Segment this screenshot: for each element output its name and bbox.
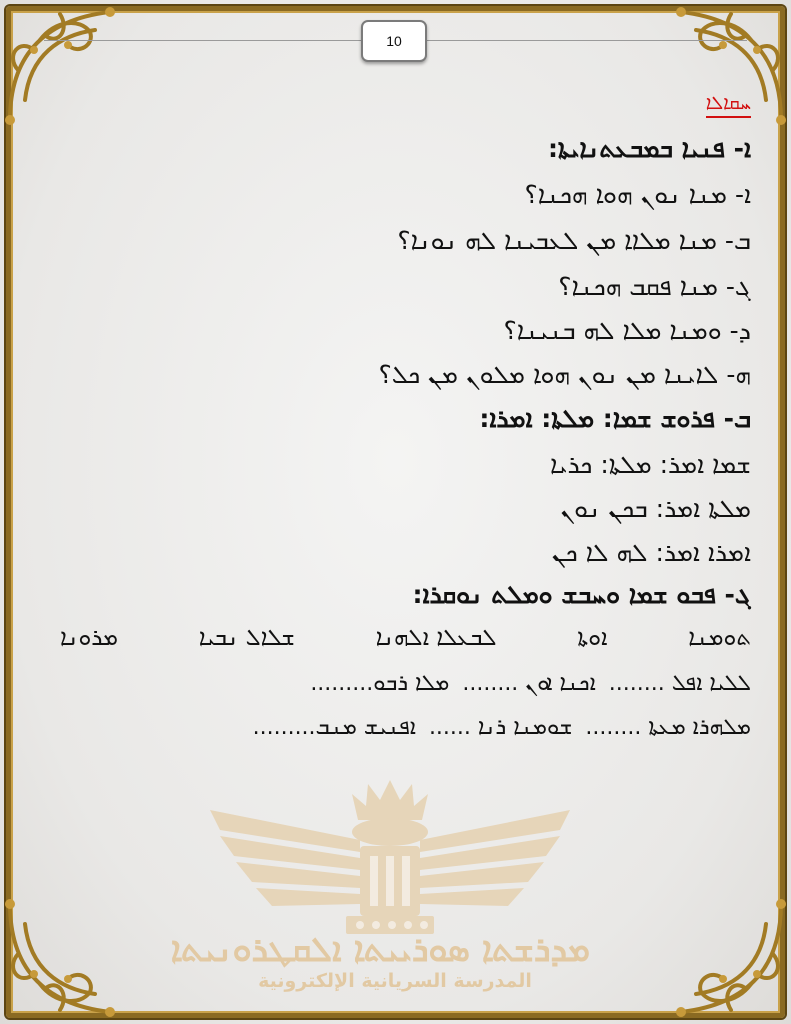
question-item: ܓ- ܡܢܐ ܦܩܒ ܗܟܢܐ؟	[558, 272, 751, 301]
fill-in-line	[304, 668, 751, 700]
example-line: ܡܠܬܐ ܐܡܪ: ܒܟܢ ܢܘܢ	[560, 494, 751, 523]
winged-emblem-icon	[200, 770, 580, 940]
corner-ornament-icon	[641, 874, 791, 1024]
word-bank-item: ܐܘܬܐ	[577, 625, 608, 651]
corner-ornament-icon	[0, 0, 150, 150]
section-a-title: ܐ- ܦܢܝܐ ܒܡܒܥܬܢܐܝܬܐ:	[547, 134, 751, 163]
page-number: 10	[361, 20, 427, 62]
word-bank	[60, 622, 751, 654]
word-bank-item: ܠܒܥܠܐ ܐܠܗܢܐ	[375, 625, 497, 651]
section-b-title: ܒ- ܦܪܘܫ ܫܡܐ: ܡܠܬܐ: ܐܡܪܐ:	[479, 404, 751, 433]
example-line: ܐܡܪܐ ܐܡܪ: ܠܗ ܠܐ ܟܢ	[551, 538, 751, 567]
question-item: ܐ- ܡܢܐ ܢܘܢ ܗܘܐ ܗܟܢܐ؟	[524, 180, 751, 209]
fill-in-blank: ܫܘܡܢܐ ܪܢܐ ......	[428, 715, 573, 740]
fill-in-blank: ܡܠܐ ܪܒܘ.........	[310, 671, 450, 696]
question-item: ܗ- ܠܐܝܢܐ ܡܢ ܢܘܢ ܗܘܐ ܡܠܘܢ ܡܢ ܟܠ؟	[378, 360, 751, 389]
example-line: ܫܡܐ ܐܡܪ: ܡܠܬܐ: ܟܪܝܐ	[549, 450, 751, 479]
fill-in-line	[247, 712, 751, 744]
fill-in-blank: ܡܠܗܪܐ ܡܥܬܐ ........	[585, 715, 751, 740]
watermark-arabic-text: المدرسة السريانية الإلكترونية	[258, 970, 532, 992]
fill-in-blank: ܐܟܢܐ ܐܘܢ ........	[462, 671, 596, 696]
section-c-title: ܓ- ܦܒܘ ܫܡܐ ܘܚܒܫ ܘܡܠܬ ܢܘܩܪܐ:	[412, 580, 751, 609]
fill-in-blank: ܠܠܝܐ ܐܦܠ ........	[608, 671, 751, 696]
fill-in-blank: ܐܦܢܝܫ ܡܢܒ.........	[252, 715, 416, 740]
watermark-syriac-text: ܡܕܪܫܬܐ ܣܘܪܝܝܬܐ ܐܠܩܛܪܘܢܝܬܐ	[170, 930, 590, 970]
question-item: ܕ- ܘܡܢܐ ܡܠܐ ܠܗ ܒܢܝܢܐ؟	[503, 316, 751, 345]
question-item: ܒ- ܡܢܐ ܡܠܐܐ ܡܢ ܠܥܒܝܢܐ ܠܗ ܢܘܢܐ؟	[397, 226, 751, 255]
word-bank-item: ܡܪܘܢܐ	[60, 625, 119, 651]
word-bank-item: ܫܠܐܠ ܢܒܝܐ	[198, 625, 295, 651]
lesson-heading: ܚܩܐܠܐ	[706, 90, 751, 118]
corner-ornament-icon	[0, 874, 150, 1024]
corner-ornament-icon	[641, 0, 791, 150]
word-bank-item: ܬܘܡܢܐ	[688, 625, 751, 651]
